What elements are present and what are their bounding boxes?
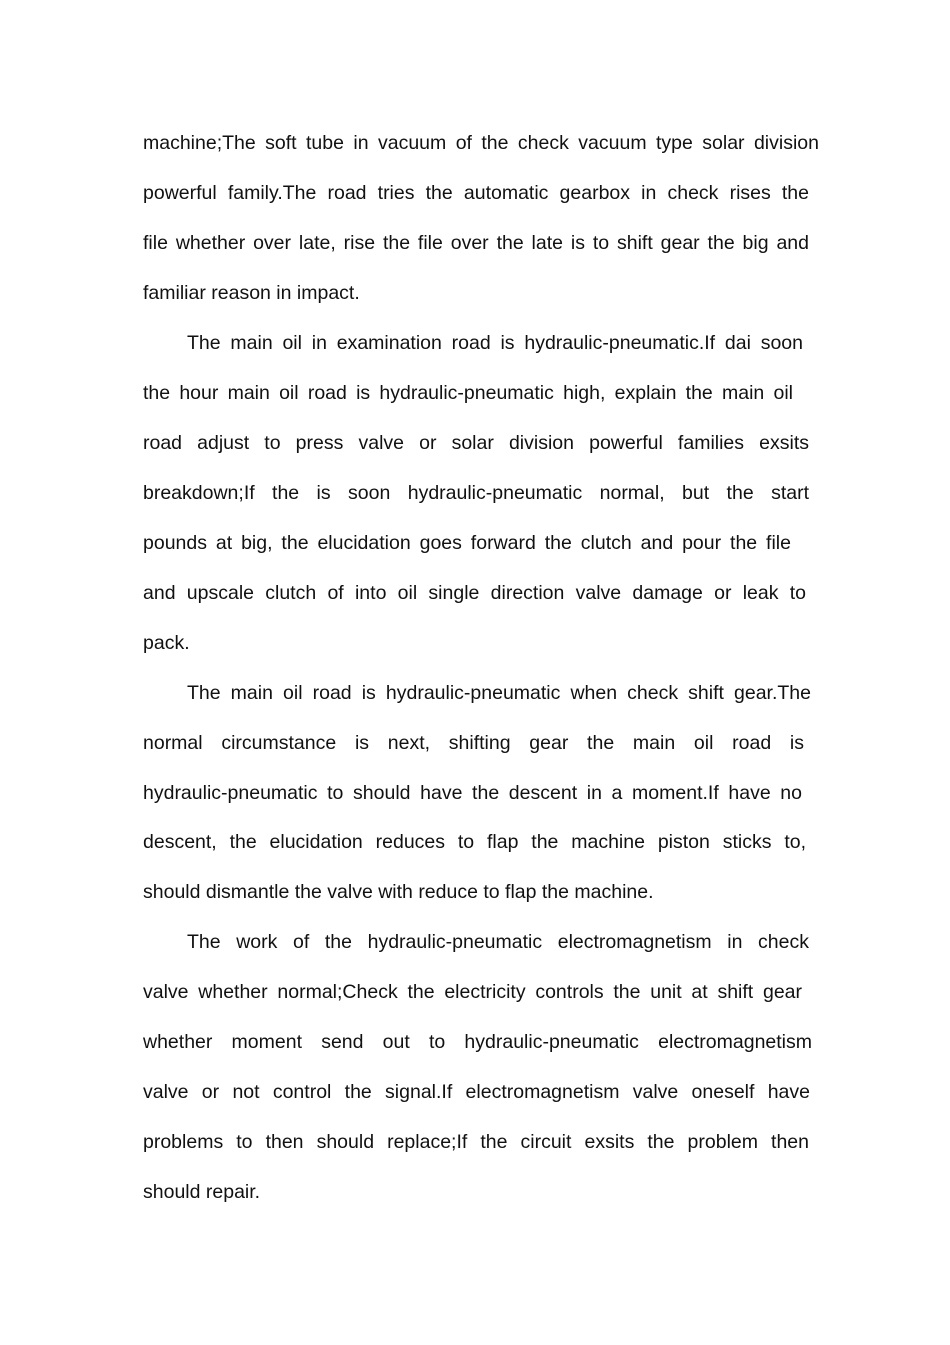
text-line: road adjust to press valve or solar division powerful families exsits (143, 432, 809, 454)
text-line: whether moment send out to hydraulic-pneumatic electromagnetism (143, 1031, 812, 1053)
text-line: hydraulic-pneumatic to should have the descent in a moment.If have no (143, 782, 802, 804)
text-line: powerful family.The road tries the automatic gearbox in check rises the (143, 182, 809, 204)
text-line: normal circumstance is next, shifting gear the main oil road is (143, 732, 804, 754)
text-line: valve or not control the signal.If electromagnetism valve oneself have (143, 1081, 810, 1103)
text-line: pounds at big, the elucidation goes forward the clutch and pour the file (143, 532, 791, 554)
text-line: the hour main oil road is hydraulic-pneumatic high, explain the main oil (143, 382, 793, 404)
text-line: valve whether normal;Check the electricity controls the unit at shift gear (143, 981, 802, 1003)
text-line: The main oil road is hydraulic-pneumatic when check shift gear.The (187, 682, 811, 704)
text-line: should dismantle the valve with reduce to flap the machine. (143, 881, 654, 903)
text-line: should repair. (143, 1181, 261, 1203)
text-line: pack. (143, 632, 190, 654)
text-line: descent, the elucidation reduces to flap the machine piston sticks to, (143, 831, 806, 853)
text-line: The work of the hydraulic-pneumatic electromagnetism in check (187, 931, 809, 953)
text-line: The main oil in examination road is hydraulic-pneumatic.If dai soon (187, 332, 803, 354)
text-line: machine;The soft tube in vacuum of the check vacuum type solar division (143, 132, 819, 154)
text-line: and upscale clutch of into oil single direction valve damage or leak to (143, 582, 806, 604)
text-line: breakdown;If the is soon hydraulic-pneumatic normal, but the start (143, 482, 809, 504)
text-line: file whether over late, rise the file over the late is to shift gear the big and (143, 232, 809, 254)
text-line: familiar reason in impact. (143, 282, 360, 304)
text-line: problems to then should replace;If the circuit exsits the problem then (143, 1131, 809, 1153)
